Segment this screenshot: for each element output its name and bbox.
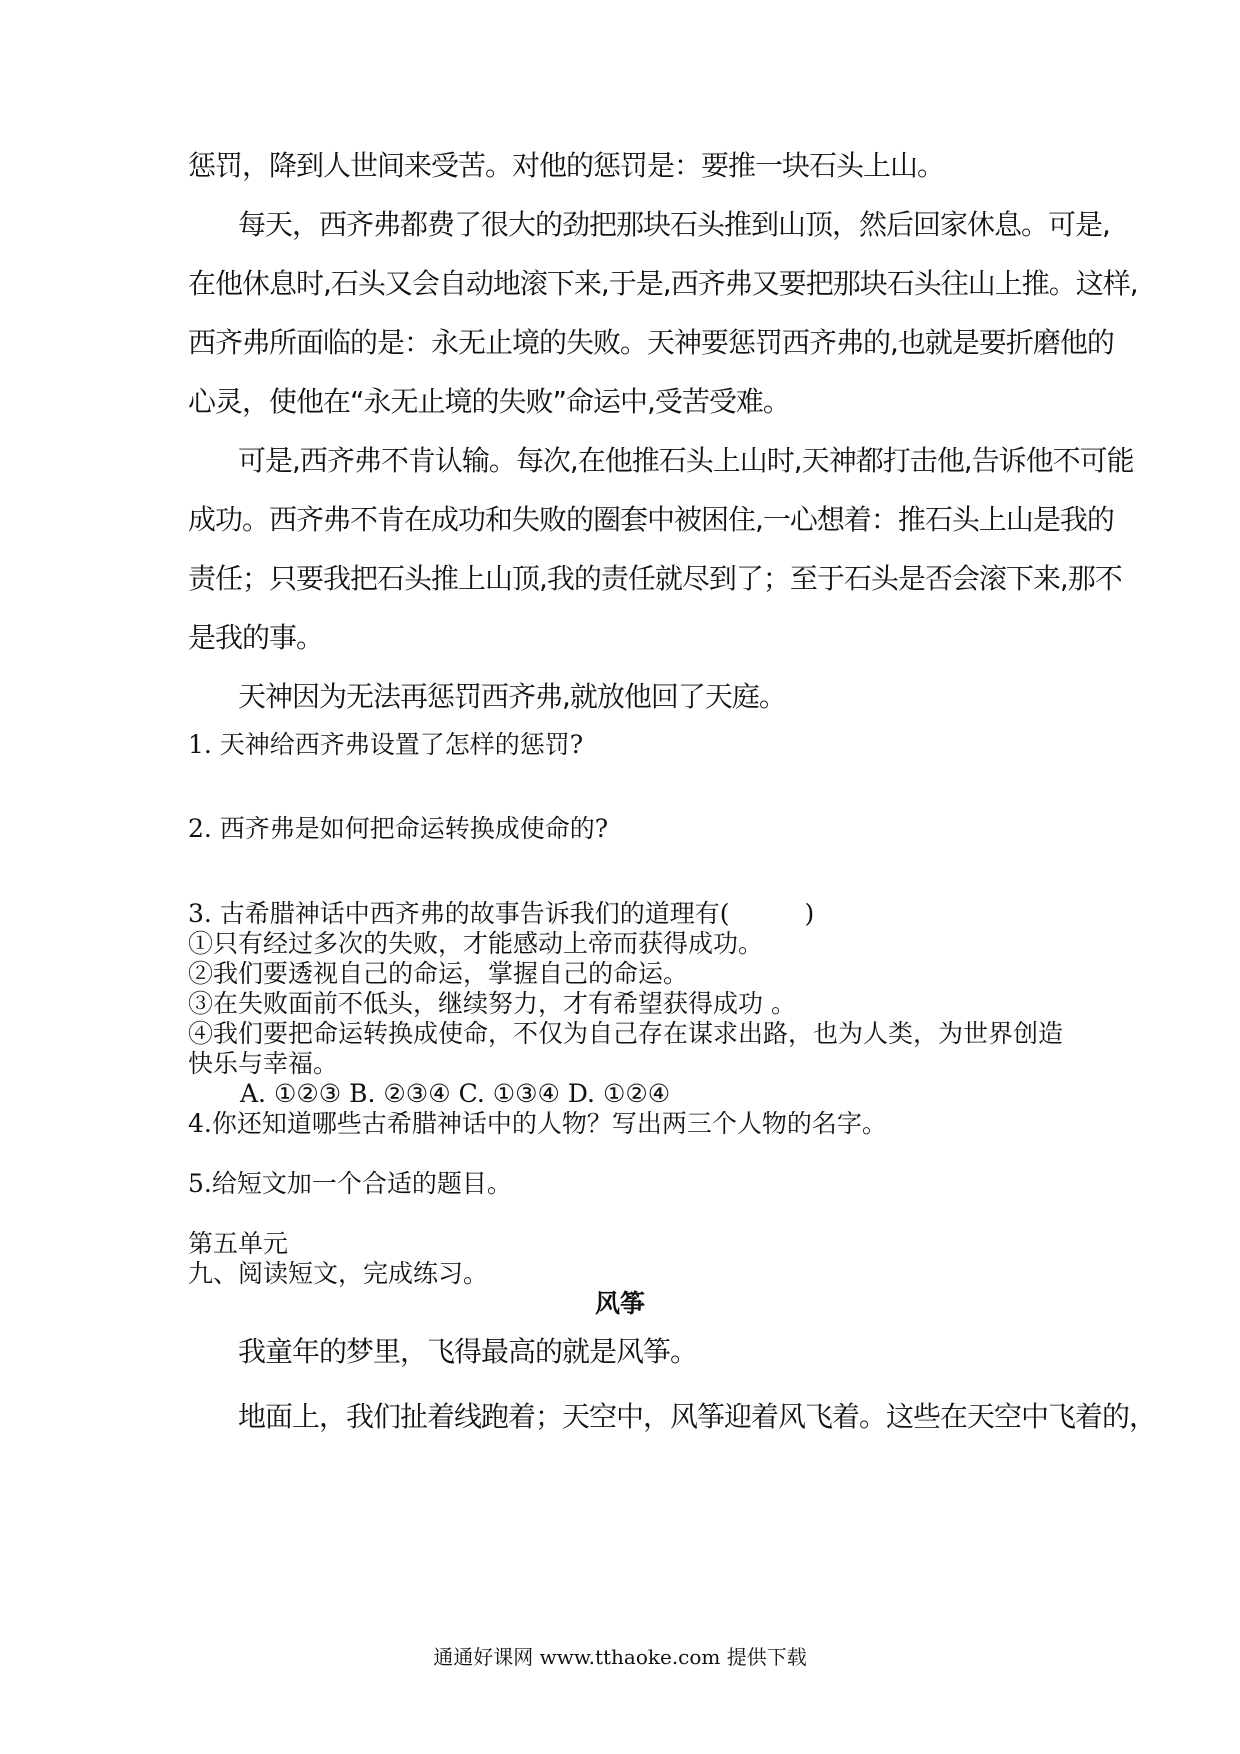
story-line-6: 可是,西齐弗不肯认输。每次,在他推石头上山时,天神都打击他,告诉他不可能 — [238, 444, 1134, 477]
question-3-option-3: ③在失败面前不低头，继续努力，才有希望获得成功 。 — [188, 989, 796, 1018]
story-line-4: 西齐弗所面临的是：永无止境的失败。天神要惩罚西齐弗的,也就是要折磨他的 — [188, 326, 1114, 359]
story-line-3: 在他休息时,石头又会自动地滚下来,于是,西齐弗又要把那块石头往山上推。这样, — [188, 267, 1138, 300]
unit-instruction: 九、阅读短文，完成练习。 — [188, 1259, 489, 1288]
story-line-2: 每天，西齐弗都费了很大的劲把那块石头推到山顶，然后回家休息。可是, — [238, 208, 1110, 241]
question-4: 4.你还知道哪些古希腊神话中的人物？写出两三个人物的名字。 — [188, 1109, 887, 1138]
question-3-option-4-cont: 快乐与幸福。 — [188, 1049, 339, 1078]
unit-heading: 第五单元 — [188, 1229, 289, 1258]
story-line-10: 天神因为无法再惩罚西齐弗,就放他回了天庭。 — [238, 680, 786, 713]
story-line-1: 惩罚，降到人世间来受苦。对他的惩罚是：要推一块石头上山。 — [188, 149, 945, 182]
question-3-option-4: ④我们要把命运转换成使命，不仅为自己存在谋求出路，也为人类，为世界创造 — [188, 1019, 1064, 1048]
page-footer: 通通好课网 www.tthaoke.com 提供下载 — [433, 1645, 807, 1669]
question-5: 5.给短文加一个合适的题目。 — [188, 1169, 512, 1198]
question-3-choices: A. ①②③ B. ②③④ C. ①③④ D. ①②④ — [240, 1079, 671, 1108]
question-3: 3. 古希腊神话中西齐弗的故事告诉我们的道理有( ) — [188, 899, 815, 928]
story-line-9: 是我的事。 — [188, 621, 324, 654]
story-line-7: 成功。西齐弗不肯在成功和失败的圈套中被困住,一心想着：推石头上山是我的 — [188, 503, 1114, 536]
question-2: 2. 西齐弗是如何把命运转换成使命的? — [188, 814, 609, 843]
story-line-5: 心灵，使他在“永无止境的失败”命运中,受苦受难。 — [188, 385, 790, 418]
passage-line-2: 地面上，我们扯着线跑着；天空中，风筝迎着风飞着。这些在天空中飞着的， — [238, 1400, 1157, 1433]
passage-title: 风筝 — [594, 1289, 645, 1318]
passage-line-1: 我童年的梦里，飞得最高的就是风筝。 — [238, 1335, 698, 1368]
question-3-option-2: ②我们要透视自己的命运，掌握自己的命运。 — [188, 959, 689, 988]
story-line-8: 责任；只要我把石头推上山顶,我的责任就尽到了；至于石头是否会滚下来,那不 — [188, 562, 1122, 595]
question-3-option-1: ①只有经过多次的失败，才能感动上帝而获得成功。 — [188, 929, 764, 958]
question-1: 1. 天神给西齐弗设置了怎样的惩罚? — [188, 730, 584, 759]
